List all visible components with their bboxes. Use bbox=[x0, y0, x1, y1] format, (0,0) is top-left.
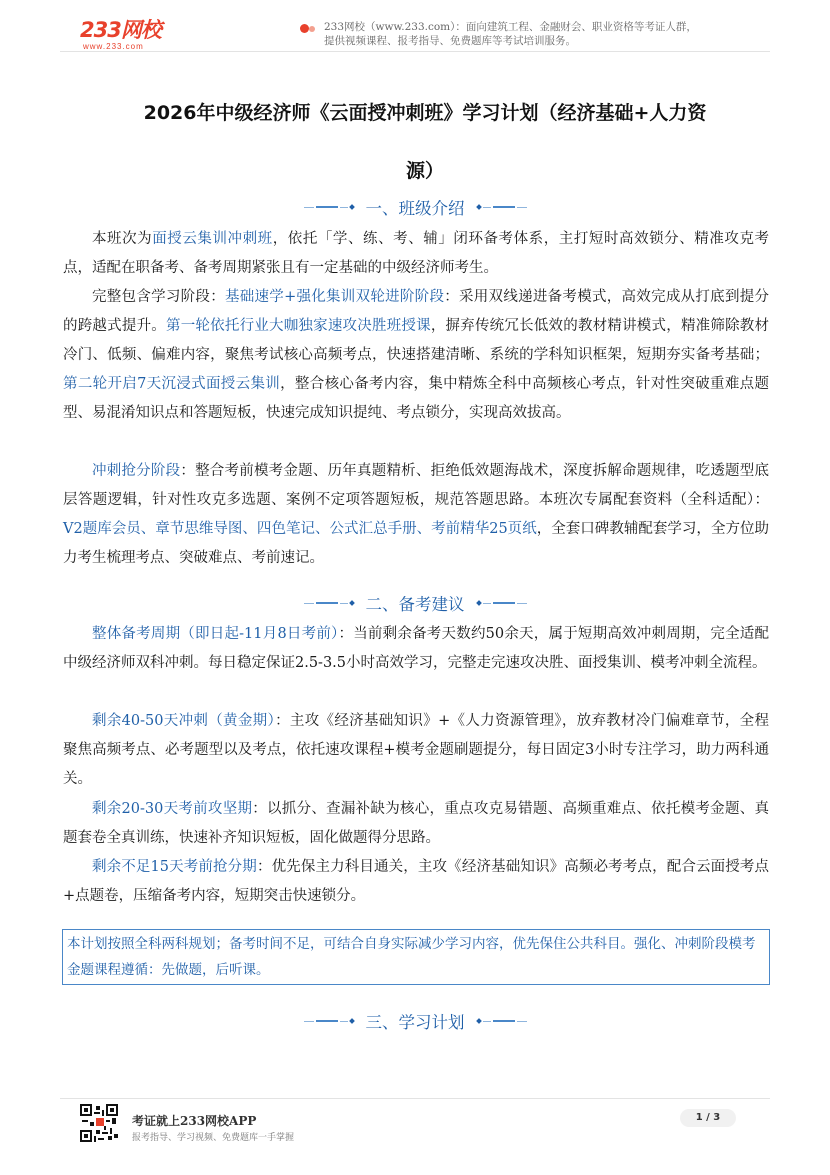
paragraph-advice-4 bbox=[63, 853, 769, 911]
header-tagline-line-2: 提供视频课程、报考指导、免费题库等考试培训服务。 bbox=[324, 35, 576, 47]
heading-ornament-right-icon bbox=[477, 1019, 527, 1023]
document-title-line-2: 源） bbox=[405, 160, 444, 182]
section-title: 三、学习计划 bbox=[365, 1013, 465, 1032]
logo bbox=[80, 18, 180, 52]
footer-app-subtitle: 报考指导、学习视频、免费题库一手掌握 bbox=[132, 1133, 295, 1143]
logo-url: www.233.com bbox=[83, 42, 144, 51]
paragraph-advice-3 bbox=[63, 795, 769, 853]
paragraph-advice-1 bbox=[63, 620, 769, 678]
document-title bbox=[90, 84, 760, 200]
paragraph-text-run: ：主攻《经济基础知识》+《人力资源管理》，放弃教材冷门偏难章节，全程聚焦高频考点、必考题型以及考点，依托速攻课程+模考金题刷题提分，每日固定3小时专注学习，助力两科通关。 bbox=[63, 713, 769, 787]
header-tagline bbox=[324, 20, 764, 48]
highlighted-text-run: 剩余20-30天考前攻坚期 bbox=[92, 801, 253, 817]
paragraph-intro-2 bbox=[63, 283, 769, 428]
qr-code-icon[interactable] bbox=[80, 1104, 118, 1142]
heading-ornament-right-icon bbox=[477, 601, 527, 605]
highlighted-text-run: 剩余不足15天考前抢分期 bbox=[92, 859, 257, 875]
page-indicator: 1 / 3 bbox=[680, 1109, 736, 1127]
highlighted-text-run: V2题库会员、章节思维导图、四色笔记、公式汇总手册、考前精华25页纸 bbox=[63, 521, 537, 537]
paragraph-text-run: ：优先保主力科目通关，主攻《经济基础知识》高频必考考点，配合云面授考点+点题卷，压缩备考内容，短期突击快速锁分。 bbox=[63, 859, 770, 904]
paragraph-text-run: ，摒弃传统冗长低效的教材精讲模式，精准筛除教材冷门、低频、偏难内容，聚焦考试核心高频考点，快速搭建清晰、系统的学科知识框架，短期夯实备考基础； bbox=[63, 318, 770, 363]
section-heading-intro bbox=[60, 194, 770, 220]
heading-ornament-left-icon bbox=[304, 205, 354, 209]
paragraph-text-run: ，整合核心备考内容，集中精炼全科中高频核心考点，针对性突破重难点题型、易混淆知识点和答题短板，快速完成知识提纯、考点锁分，实现高效拔高。 bbox=[63, 376, 769, 421]
highlighted-text-run: 面授云集训冲刺班 bbox=[152, 231, 273, 247]
paragraph-text-run: ：以抓分、查漏补缺为核心，重点攻克易错题、高频重难点、依托模考金题、真题套卷全真训练，快速补齐知识短板，固化做题得分思路。 bbox=[63, 801, 769, 846]
heading-ornament-right-icon bbox=[477, 205, 527, 209]
header-tagline-line-1: 233网校（www.233.com）：面向建筑工程、金融财会、职业资格等考证人群， bbox=[324, 21, 697, 33]
highlighted-text-run: 整体备考周期（即日起-11月8日考前） bbox=[92, 626, 339, 642]
highlighted-text-run: 基础速学+强化集训双轮进阶阶段 bbox=[224, 289, 445, 305]
paragraph-text-run: ：整合考前模考金题、历年真题精析、拒绝低效题海战术，深度拆解命题规律，吃透题型底层答题逻辑，针对性攻克多选题、案例不定项答题短板，规范答题思路。本班次专属配套资料（全科适配）： bbox=[63, 463, 770, 508]
paragraph-intro-3 bbox=[63, 457, 769, 573]
header-dot-small-icon bbox=[309, 26, 315, 32]
footer-app-title: 考证就上233网校APP bbox=[132, 1114, 257, 1128]
paragraph-intro-1 bbox=[63, 225, 769, 283]
header-divider bbox=[60, 51, 770, 52]
paragraph-text-run: ：采用双线递进备考模式，高效完成从打底到提分的跨越式提升。 bbox=[63, 289, 769, 334]
section-heading-plan bbox=[60, 1008, 770, 1034]
paragraph-text-run: ：当前剩余备考天数约50余天，属于短期高效冲刺周期，完全适配中级经济师双科冲刺。每日稳定保证2.5-3.5小时高效学习，完整走完速攻决胜、面授集训、模考冲刺全流程。 bbox=[63, 626, 769, 671]
section-heading-advice bbox=[60, 590, 770, 616]
section-title: 二、备考建议 bbox=[365, 595, 465, 614]
highlighted-text-run: 冲刺抢分阶段 bbox=[92, 463, 181, 479]
footer-divider bbox=[60, 1098, 770, 1099]
paragraph-text-run: ，依托「学、练、考、辅」闭环备考体系，主打短时高效锁分、精准攻克考点，适配在职备考、备考周期紧张且有一定基础的中级经济师考生。 bbox=[63, 231, 770, 276]
header-dot-icon bbox=[300, 24, 309, 33]
heading-ornament-left-icon bbox=[304, 1019, 354, 1023]
highlighted-text-run: 第二轮开启7天沉浸式面授云集训 bbox=[63, 376, 281, 392]
paragraph-advice-2 bbox=[63, 707, 769, 794]
note-box: 本计划按照全科两科规划；备考时间不足，可结合自身实际减少学习内容，优先保住公共科目。强化、冲刺阶段模考金题课程遵循：先做题，后听课。 bbox=[62, 929, 770, 985]
heading-ornament-left-icon bbox=[304, 601, 354, 605]
paragraph-text-run: ，全套口碑教辅配套学习，全方位助力考生梳理考点、突破难点、考前速记。 bbox=[63, 521, 770, 566]
paragraph-text-run: 完整包含学习阶段： bbox=[92, 289, 225, 305]
paragraph-text-run: 本班次为 bbox=[92, 231, 153, 247]
document-title-line-1: 2026年中级经济师《云面授冲刺班》学习计划（经济基础+人力资 bbox=[143, 102, 707, 124]
highlighted-text-run: 剩余40-50天冲刺（黄金期） bbox=[92, 713, 276, 729]
section-title: 一、班级介绍 bbox=[365, 199, 465, 218]
logo-mark: 233网校 bbox=[80, 18, 161, 42]
highlighted-text-run: 第一轮依托行业大咖独家速攻决胜班授课 bbox=[166, 318, 431, 334]
